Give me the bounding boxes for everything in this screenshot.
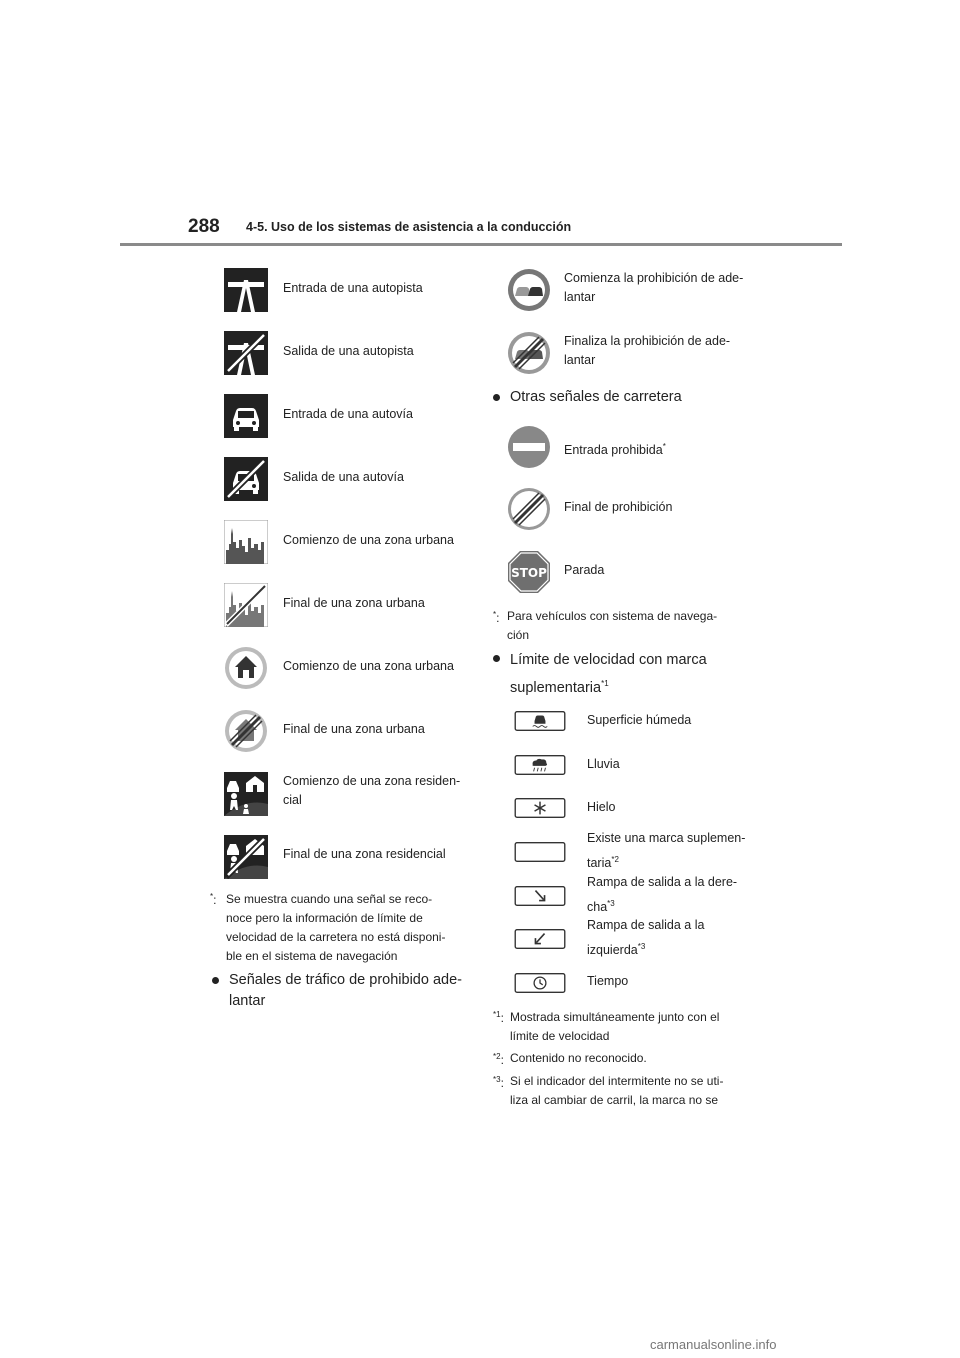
- plate-label: Lluvia: [587, 757, 620, 771]
- left-exit-arrow-icon: [512, 929, 568, 949]
- sign-label: lantar: [564, 290, 596, 304]
- section-bullet: Límite de velocidad con marca suplementaria$^{*1}$: [493, 648, 707, 700]
- motorway-exit-icon: [224, 331, 268, 375]
- plate-label: taria$^{*2}$: [587, 855, 619, 871]
- blank-plate-icon: [512, 842, 568, 862]
- page-number: 288: [188, 216, 220, 237]
- sign-label: Final de una zona residencial: [283, 847, 446, 861]
- bullet-dot: [493, 655, 500, 662]
- plate-label: Superficie húmeda: [587, 713, 692, 727]
- section-bullet: [493, 387, 682, 408]
- rain-icon: [512, 755, 568, 775]
- sign-label: lantar: [564, 353, 596, 367]
- footnote-line: ción: [507, 628, 530, 642]
- ice-icon: [512, 798, 568, 818]
- footnote-line: ble en el sistema de navegación: [226, 949, 398, 963]
- header-rule: [120, 243, 842, 246]
- expressway-exit-icon: [224, 457, 268, 501]
- urban-zone-end-icon: [224, 583, 268, 627]
- wet-surface-icon: [512, 711, 568, 731]
- watermark: carmanualsonline.info: [650, 1337, 777, 1352]
- footnote-line: Para vehículos con sistema de navega-: [507, 609, 718, 623]
- right-exit-arrow-icon: [512, 886, 568, 906]
- sign-label: Final de prohibición: [564, 500, 673, 514]
- end-no-overtaking-icon: [507, 331, 551, 375]
- plate-label: cha$^{*3}$: [587, 899, 615, 915]
- residential-zone-end-icon: [224, 835, 268, 879]
- footnote-line: límite de velocidad: [510, 1029, 610, 1043]
- plate-label: Hielo: [587, 800, 616, 814]
- sign-label: Entrada de una autovía: [283, 407, 413, 421]
- bullet-text: lantar: [229, 993, 266, 1009]
- urban-zone-round-start-icon: [224, 646, 268, 690]
- sign-label: Comienza la prohibición de ade-: [564, 271, 744, 285]
- footnote-line: Si el indicador del intermitente no se uti-: [510, 1074, 724, 1088]
- bullet-text: Otras señales de carretera: [510, 389, 682, 405]
- footnote-line: velocidad de la carretera no está disponi-: [226, 930, 446, 944]
- sign-label: Salida de una autovía: [283, 470, 404, 484]
- section-bullet: [212, 970, 482, 1012]
- footnote-line: noce pero la información de límite de: [226, 911, 423, 925]
- stop-sign-icon: [507, 550, 551, 594]
- bullet-dot: [212, 977, 219, 984]
- clock-icon: [512, 973, 568, 993]
- urban-zone-round-end-icon: [224, 709, 268, 753]
- footnote-mark: $^{*1}$:: [493, 1010, 504, 1025]
- footnote-line: liza al cambiar de carril, la marca no se: [510, 1093, 719, 1107]
- expressway-entry-icon: [224, 394, 268, 438]
- plate-label: Tiempo: [587, 974, 629, 988]
- sign-label: Finaliza la prohibición de ade-: [564, 334, 731, 348]
- sign-label: Final de una zona urbana: [283, 596, 425, 610]
- sign-label: Salida de una autopista: [283, 344, 414, 358]
- no-entry-icon: [507, 425, 551, 469]
- bullet-text: Límite de velocidad con marca: [510, 652, 707, 668]
- sign-label: Comienzo de una zona urbana: [283, 533, 454, 547]
- bullet-dot: [493, 394, 500, 401]
- stop-sign-text: STOP: [511, 566, 547, 580]
- residential-zone-start-icon: [224, 772, 268, 816]
- urban-zone-start-icon: [224, 520, 268, 564]
- bullet-text: Señales de tráfico de prohibido ade-: [229, 972, 462, 988]
- plate-label: izquierda$^{*3}$: [587, 942, 646, 958]
- end-of-prohibition-icon: [507, 487, 551, 531]
- footnote-mark: $^{*3}$:: [493, 1075, 504, 1090]
- footnote-line: Se muestra cuando una señal se reco-: [226, 892, 433, 906]
- bullet-text: suplementaria: [510, 679, 602, 696]
- footnote-mark: *:: [210, 892, 217, 907]
- footnote-line: Mostrada simultáneamente junto con el: [510, 1010, 720, 1024]
- plate-label: Rampa de salida a la dere-: [587, 875, 738, 889]
- no-overtaking-icon: [507, 268, 551, 312]
- sign-label: Comienzo de una zona residen-: [283, 774, 461, 788]
- footnote-mark: *:: [493, 610, 500, 625]
- sign-label: Comienzo de una zona urbana: [283, 659, 454, 673]
- sign-label: Entrada prohibida*: [564, 442, 666, 458]
- sign-label: cial: [283, 793, 302, 807]
- section-title: 4-5. Uso de los sistemas de asistencia a la conducción: [246, 220, 572, 234]
- motorway-entry-icon: [224, 268, 268, 312]
- sign-label: Parada: [564, 563, 605, 577]
- plate-label: Existe una marca suplemen-: [587, 831, 746, 845]
- sign-label: Final de una zona urbana: [283, 722, 425, 736]
- sign-label: Entrada de una autopista: [283, 281, 423, 295]
- footnote-mark: $^{*2}$:: [493, 1052, 504, 1067]
- plate-label: Rampa de salida a la: [587, 918, 705, 932]
- footnote-line: Contenido no reconocido.: [510, 1051, 647, 1065]
